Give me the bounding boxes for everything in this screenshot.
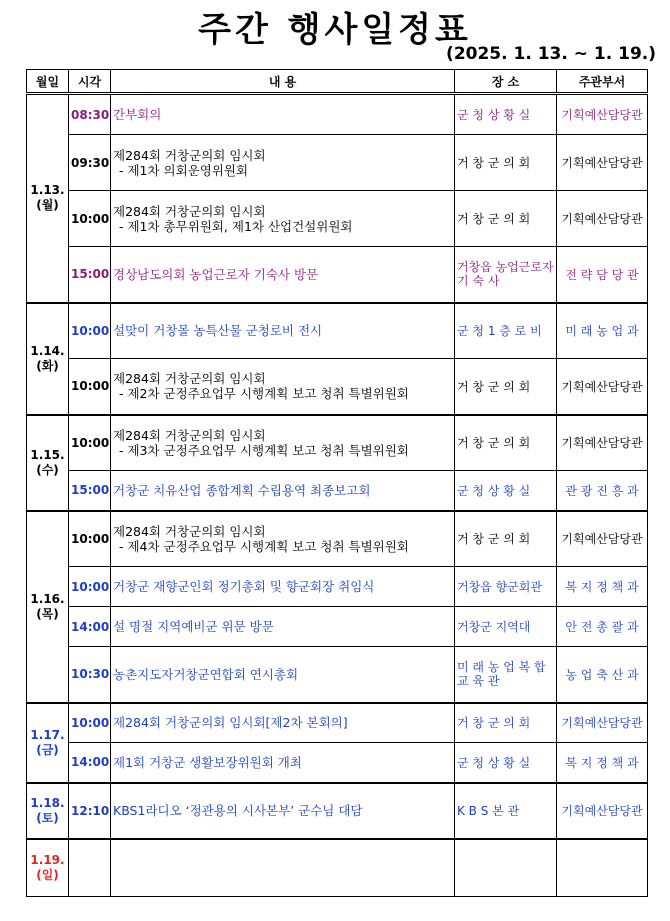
event-content: [111, 511, 455, 567]
event-place: 거창읍 향군회관: [455, 567, 557, 607]
event-content-line: 농촌지도자거창군연합회 연시총회: [113, 666, 299, 682]
event-dept: 기획예산담당관: [557, 94, 648, 135]
header-time: 시각: [69, 70, 111, 94]
event-time: 10:00: [69, 567, 111, 607]
event-content-line: 거창군 치유산업 종합계획 수립용역 최종보고회: [113, 482, 371, 498]
event-content: [111, 191, 455, 247]
day-weekday: (월): [36, 198, 59, 213]
event-place: 거 창 군 의 회: [455, 359, 557, 415]
header-place: 장 소: [455, 70, 557, 94]
event-place: 군 청 상 황 실: [455, 94, 557, 135]
event-place: 거창군 지역대: [455, 607, 557, 647]
event-content-line: 제284회 거창군의회 임시회[제2차 본회의]: [113, 715, 348, 731]
event-content: [111, 303, 455, 359]
event-content: [111, 359, 455, 415]
event-place: 군 청 상 황 실: [455, 471, 557, 511]
event-time: 14:00: [69, 607, 111, 647]
event-content: [111, 247, 455, 303]
event-place: 미 래 농 업 복 합 교 육 관: [455, 647, 557, 703]
event-content-line: 제284회 거창군의회 임시회: [113, 371, 266, 387]
day-cell: [27, 703, 69, 783]
day-date: 1.17.: [30, 727, 65, 742]
event-row: [27, 359, 648, 415]
event-content-line: - 제1차 의회운영위원회: [119, 162, 249, 178]
event-content-line: - 제1차 총무위원회, 제1차 산업건설위원회: [119, 218, 353, 234]
day-weekday: (목): [36, 606, 59, 621]
event-time: 10:00: [69, 511, 111, 567]
event-content: [111, 607, 455, 647]
day-cell: [27, 511, 69, 703]
event-content: [111, 703, 455, 743]
event-content: [111, 567, 455, 607]
event-row: [27, 783, 648, 839]
event-time: 10:00: [69, 191, 111, 247]
event-dept: 기획예산담당관: [557, 511, 648, 567]
day-weekday: (일): [36, 867, 59, 882]
event-time: 14:00: [69, 743, 111, 783]
day-cell: [27, 303, 69, 415]
event-row: [27, 567, 648, 607]
event-dept: [557, 839, 648, 897]
header-content: 내 용: [111, 70, 455, 94]
header-day: 월일: [27, 70, 69, 94]
event-time: 15:00: [69, 247, 111, 303]
event-place: 거 창 군 의 회: [455, 703, 557, 743]
event-dept: 기획예산담당관: [557, 135, 648, 191]
event-content-line: - 제3차 군정주요업무 시행계획 보고 청취 특별위원회: [119, 442, 409, 458]
event-row: [27, 607, 648, 647]
event-content-line: 설 명절 지역예비군 위문 방문: [113, 619, 274, 634]
event-content: [111, 743, 455, 783]
event-place: [455, 839, 557, 897]
event-row: [27, 191, 648, 247]
day-date: 1.19.: [30, 852, 65, 867]
event-content: [111, 135, 455, 191]
event-content: [111, 647, 455, 703]
event-time: 10:30: [69, 647, 111, 703]
header-dept: 주관부서: [557, 70, 648, 94]
event-content: [111, 471, 455, 511]
event-content-line: 제284회 거창군의회 임시회: [113, 427, 266, 443]
event-row: [27, 303, 648, 359]
event-dept: 전 략 담 당 관: [557, 247, 648, 303]
event-time: [69, 839, 111, 897]
day-cell: [27, 415, 69, 511]
event-time: 10:00: [69, 359, 111, 415]
event-place: 거창읍 농업근로자 기 숙 사: [455, 247, 557, 303]
event-row: [27, 839, 648, 897]
event-dept: 농 업 축 산 과: [557, 647, 648, 703]
event-content-line: 제1회 거창군 생활보장위원회 개최: [113, 754, 302, 770]
event-dept: 미 래 농 업 과: [557, 303, 648, 359]
event-content-line: - 제4차 군정주요업무 시행계획 보고 청취 특별위원회: [119, 538, 409, 554]
schedule-body: [27, 94, 648, 897]
event-row: [27, 471, 648, 511]
event-content-line: 제284회 거창군의회 임시회: [113, 523, 266, 539]
event-row: [27, 703, 648, 743]
event-row: [27, 743, 648, 783]
event-dept: 기획예산담당관: [557, 359, 648, 415]
event-dept: 기획예산담당관: [557, 783, 648, 839]
event-row: [27, 135, 648, 191]
event-content-line: 거창군 재향군인회 정기총회 및 향군회장 취임식: [113, 579, 375, 594]
event-row: [27, 94, 648, 135]
event-time: 12:10: [69, 783, 111, 839]
event-time: 09:30: [69, 135, 111, 191]
event-content: [111, 94, 455, 135]
event-row: [27, 247, 648, 303]
page-title: 주간 행사일정표: [198, 10, 472, 50]
event-dept: 기획예산담당관: [557, 415, 648, 471]
event-place: 거 창 군 의 회: [455, 511, 557, 567]
event-place: 거 창 군 의 회: [455, 415, 557, 471]
day-date: 1.13.: [30, 183, 65, 198]
schedule-table: [26, 69, 648, 897]
event-content: [111, 839, 455, 897]
event-content: [111, 415, 455, 471]
event-dept: 기획예산담당관: [557, 191, 648, 247]
day-weekday: (수): [36, 462, 59, 477]
event-dept: 복 지 정 책 과: [557, 567, 648, 607]
day-date: 1.18.: [30, 795, 65, 810]
event-time: 10:00: [69, 703, 111, 743]
event-content-line: - 제2차 군정주요업무 시행계획 보고 청취 특별위원회: [119, 386, 409, 402]
event-dept: 관 광 진 흥 과: [557, 471, 648, 511]
day-cell: [27, 839, 69, 897]
event-place: K B S 본 관: [455, 783, 557, 839]
event-row: [27, 647, 648, 703]
event-dept: 복 지 정 책 과: [557, 743, 648, 783]
event-place: 군 청 상 황 실: [455, 743, 557, 783]
event-time: 10:00: [69, 415, 111, 471]
event-content-line: 경상남도의회 농업근로자 기숙사 방문: [113, 266, 319, 282]
day-cell: [27, 94, 69, 303]
event-content-line: 간부회의: [113, 107, 162, 122]
day-weekday: (금): [36, 742, 59, 757]
event-place: 거 창 군 의 회: [455, 191, 557, 247]
event-row: [27, 511, 648, 567]
day-weekday: (화): [36, 358, 59, 373]
event-content: [111, 783, 455, 839]
day-weekday: (토): [36, 810, 59, 825]
event-content-line: 설맞이 거창몰 농특산물 군청로비 전시: [113, 323, 323, 339]
day-cell: [27, 783, 69, 839]
event-dept: 안 전 총 괄 과: [557, 607, 648, 647]
event-place: 거 창 군 의 회: [455, 135, 557, 191]
event-content-line: 제284회 거창군의회 임시회: [113, 203, 266, 219]
event-time: 15:00: [69, 471, 111, 511]
event-content-line: 제284회 거창군의회 임시회: [113, 147, 266, 163]
event-time: 10:00: [69, 303, 111, 359]
event-row: [27, 415, 648, 471]
header-row: [27, 70, 648, 94]
event-content-line: KBS1라디오 ‘정관용의 시사본부’ 군수님 대담: [113, 803, 363, 818]
day-date: 1.14.: [30, 343, 65, 358]
event-dept: 기획예산담당관: [557, 703, 648, 743]
period-range: (2025. 1. 13. ~ 1. 19.): [446, 44, 656, 64]
event-place: 군 청 1 층 로 비: [455, 303, 557, 359]
day-date: 1.16.: [30, 591, 65, 606]
day-date: 1.15.: [30, 447, 65, 462]
event-time: 08:30: [69, 94, 111, 135]
